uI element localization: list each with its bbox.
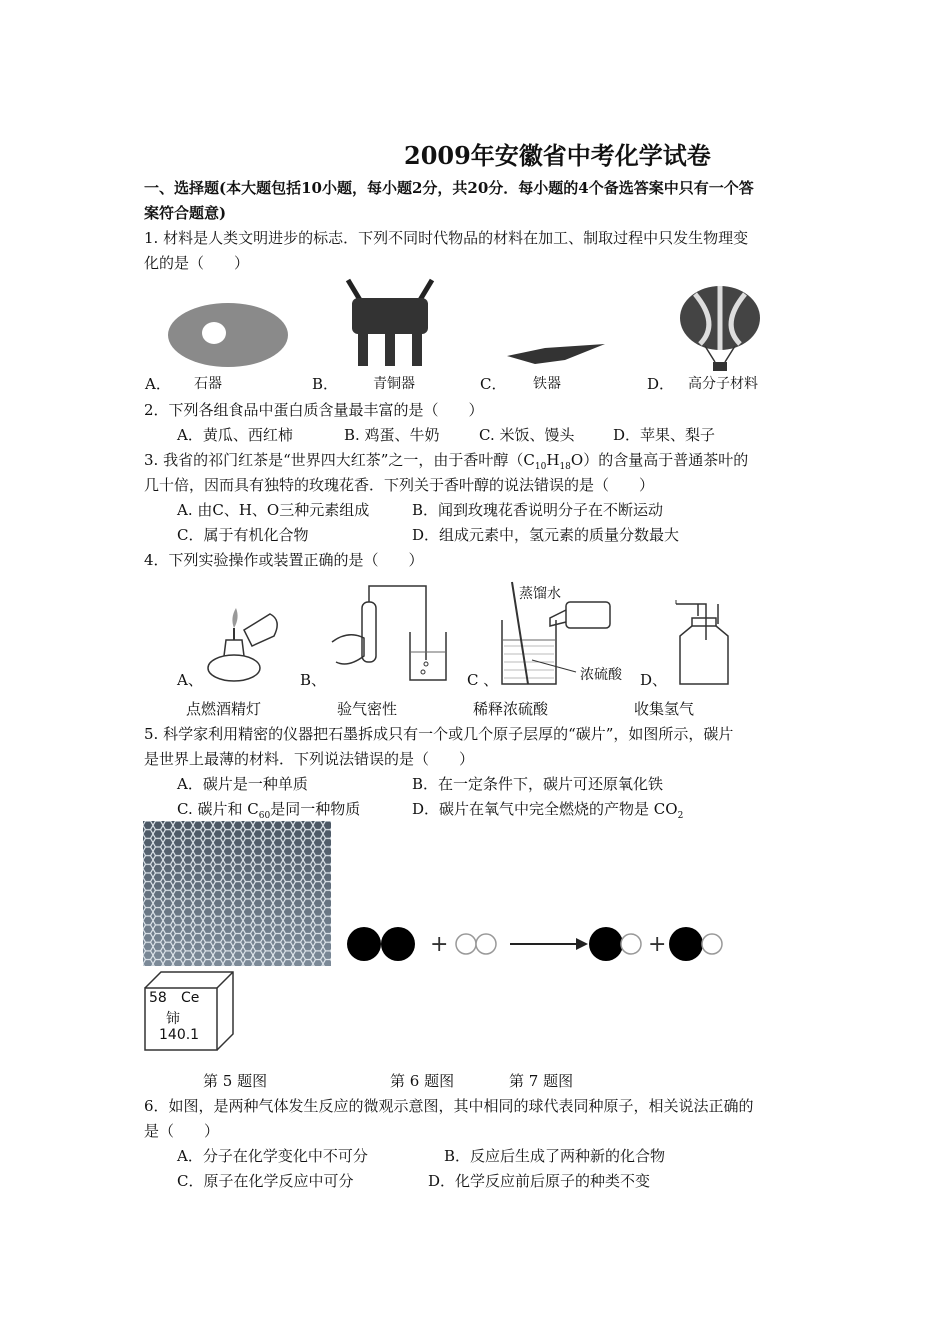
figure-caption-5: 第 5 题图 xyxy=(203,1072,268,1090)
q4-caption-c: 稀释浓硫酸 xyxy=(473,700,549,718)
q3-option-b: B．闻到玫瑰花香说明分子在不断运动 xyxy=(412,501,664,519)
black-atom xyxy=(669,927,703,961)
q4-option-d-letter: D、 xyxy=(640,671,668,689)
q2-option-b: B. 鸡蛋、牛奶 xyxy=(344,426,440,444)
q4-stem: 4．下列实验操作或装置正确的是（ ） xyxy=(144,551,424,569)
stone-tool-image xyxy=(166,300,306,370)
q2-option-c: C. 米饭、馒头 xyxy=(479,426,575,444)
svg-text:+: + xyxy=(648,932,667,957)
label-conc-sulfuric-acid: 浓硫酸 xyxy=(580,667,622,683)
q4-caption-d: 收集氢气 xyxy=(634,700,695,718)
white-atom xyxy=(702,934,722,954)
black-atom xyxy=(381,927,415,961)
q2-stem: 2．下列各组食品中蛋白质含量最丰富的是（ ） xyxy=(144,401,484,419)
q3-stem-line2: 几十倍，因而具有独特的玫瑰花香．下列关于香叶醇的说法错误的是（ ） xyxy=(144,476,655,494)
bronze-vessel-image xyxy=(340,276,440,376)
q1-stem-line1: 1. 材料是人类文明进步的标志．下列不同时代物品的材料在加工、制取过程中只发生物理变 xyxy=(144,229,749,247)
q2-option-a: A．黄瓜、西红柿 xyxy=(177,426,293,444)
q3-option-a: A. 由C、H、O三种元素组成 xyxy=(177,501,370,519)
q2-option-d: D．苹果、梨子 xyxy=(613,426,716,444)
black-atom xyxy=(589,927,623,961)
hot-air-balloon-image xyxy=(675,284,765,374)
element-name: 铈 xyxy=(166,1011,180,1027)
graphene-sheet-image xyxy=(143,821,331,966)
q3-option-d: D．组成元素中，氢元素的质量分数最大 xyxy=(412,526,680,544)
air-tightness-test-image xyxy=(328,582,453,687)
q3-option-c: C．属于有机化合物 xyxy=(177,526,309,544)
q6-option-b: B．反应后生成了两种新的化合物 xyxy=(444,1147,666,1165)
white-atom xyxy=(476,934,496,954)
q6-option-d: D．化学反应前后原子的种类不变 xyxy=(428,1172,651,1190)
q6-stem-line1: 6．如图，是两种气体发生反应的微观示意图，其中相同的球代表同种原子，相关说法正确的 xyxy=(144,1097,754,1115)
q6-stem-line2: 是（ ） xyxy=(144,1122,220,1140)
figure-caption-7: 第 7 题图 xyxy=(509,1072,574,1090)
q4-option-a-letter: A、 xyxy=(177,671,203,689)
section-heading-line1: 一、选择题(本大题包括10小题，每小题2分，共20分．每小题的4个备选答案中只有一个答 xyxy=(144,179,754,197)
q4-caption-a: 点燃酒精灯 xyxy=(186,700,262,718)
q5-stem-line2: 是世界上最薄的材料．下列说法错误的是（ ） xyxy=(144,750,475,768)
page-title: 2009年安徽省中考化学试卷 xyxy=(404,141,711,170)
q1-option-b-letter: B． xyxy=(312,375,339,393)
q1-option-c-label: 铁器 xyxy=(533,376,561,392)
q5-option-d: D．碳片在氧气中完全燃烧的产物是 $CO_2$ xyxy=(412,800,684,821)
q5-option-b: B．在一定条件下，碳片可还原氧化铁 xyxy=(412,775,664,793)
svg-text:+: + xyxy=(430,932,449,957)
q1-stem-line2: 化的是（ ） xyxy=(144,254,250,272)
q1-option-d-label: 高分子材料 xyxy=(688,376,758,392)
iron-tool-image xyxy=(505,338,610,368)
alcohol-lamp-image xyxy=(200,600,290,685)
q1-option-a-letter: A． xyxy=(145,375,171,393)
q4-option-c-letter: C 、 xyxy=(467,671,499,689)
element-atomic-mass: 140.1 xyxy=(159,1027,200,1043)
q6-option-a: A．分子在化学变化中不可分 xyxy=(177,1147,368,1165)
q6-option-c: C．原子在化学反应中可分 xyxy=(177,1172,354,1190)
q5-option-a: A．碳片是一种单质 xyxy=(177,775,308,793)
q4-caption-b: 验气密性 xyxy=(337,700,398,718)
reaction-diagram xyxy=(344,924,728,964)
q3-stem-line1: 3. 我省的祁门红茶是“世界四大红茶”之一，由于香叶醇$(C_{10}H_{18}O)$的含量高于普通茶叶的 xyxy=(144,451,749,472)
q5-stem-line1: 5. 科学家利用精密的仪器把石墨拆成只有一个或几个原子层厚的“碳片”，如图所示，碳片 xyxy=(144,725,734,743)
section-heading-line2: 案符合题意) xyxy=(144,204,227,222)
gas-collection-bottle-image xyxy=(672,600,738,688)
q5-option-c: C. 碳片和 $C_{60}$是同一种物质 xyxy=(177,800,361,821)
q1-option-d-letter: D． xyxy=(647,375,675,393)
q1-option-c-letter: C． xyxy=(480,375,507,393)
element-atomic-number: 58 xyxy=(149,990,167,1006)
q1-option-b-label: 青铜器 xyxy=(373,376,415,392)
black-atom xyxy=(347,927,381,961)
white-atom xyxy=(456,934,476,954)
element-symbol: Ce xyxy=(181,990,200,1006)
q1-option-a-label: 石器 xyxy=(194,376,222,392)
label-distilled-water: 蒸馏水 xyxy=(519,586,561,602)
figure-caption-6: 第 6 题图 xyxy=(390,1072,455,1090)
q4-option-b-letter: B、 xyxy=(300,671,327,689)
white-atom xyxy=(621,934,641,954)
